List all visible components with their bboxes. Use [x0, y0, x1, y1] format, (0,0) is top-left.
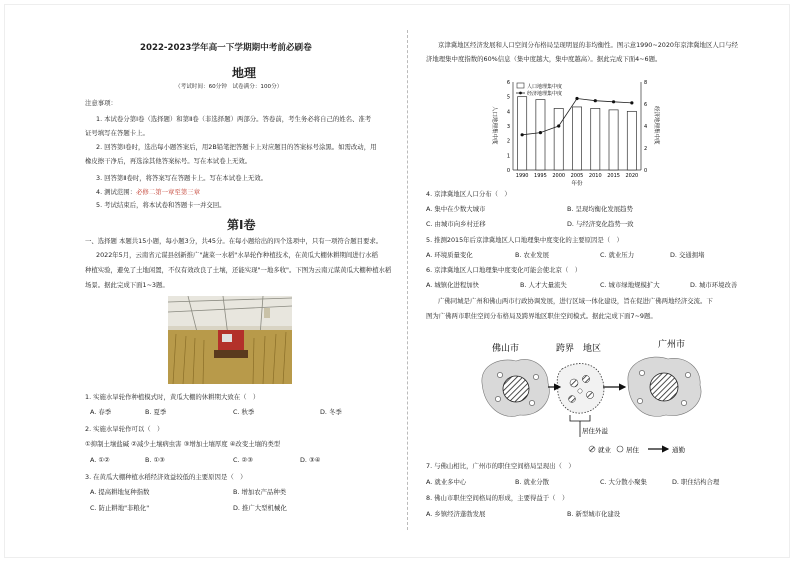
- option: C. 就业压力: [600, 251, 635, 259]
- option: B. ①③: [145, 456, 165, 464]
- option: B. 新型城市化建设: [567, 510, 621, 518]
- notice-line: 5. 考试结束后，将本试卷和答题卡一并交回。: [96, 201, 226, 209]
- cross-border-label: 跨界 地区: [556, 344, 602, 354]
- option: B. 呈现均衡化发展趋势: [567, 205, 633, 213]
- question-stem: 8. 佛山市职住空间格局的形成，主要得益于（ ）: [426, 494, 569, 502]
- y-tick-right: 0: [644, 168, 648, 174]
- line-point: [575, 97, 578, 100]
- question-sub: ①抑制土壤盐碱 ②减少土壤病虫害 ③增加土壤厚度 ④改变土壤的类型: [85, 440, 281, 448]
- question-stem: 1. 实施水旱轮作种植模式时，黄瓜大棚的休耕期大致在（ ）: [85, 393, 260, 401]
- legend-work-label: 就业: [598, 446, 611, 454]
- x-tick: 2020: [625, 173, 639, 179]
- y-tick-right: 6: [644, 102, 648, 108]
- x-tick: 1990: [515, 173, 529, 179]
- legend-bar-symbol: [517, 83, 524, 88]
- passage-line: 种植实验，避免了土地闲置，不仅有效改良了土壤，还能实现"一地多收"。下图为云南元谋黄瓜大棚种植水稻: [85, 266, 392, 274]
- legend-commute-label: 通勤: [672, 446, 685, 454]
- question-stem: 2. 实施水旱轮作可以（ ）: [85, 425, 164, 433]
- chart-xlabel: 年份: [571, 181, 583, 187]
- option: C. ②③: [233, 456, 253, 464]
- option: A. 春季: [90, 408, 112, 416]
- option: A. 就业多中心: [426, 478, 467, 486]
- question-stem: 7. 与佛山相比，广州市的职住空间格局呈现出（ ）: [426, 462, 575, 470]
- chart-ylabel-left: 人口地理集中度: [491, 106, 497, 145]
- question-stem: 5. 推测2015年后京津冀地区人口地理集中度变化的主要原因是（ ）: [426, 236, 623, 244]
- option: D. 城市环境改善: [690, 281, 738, 289]
- question-stem: 6. 京津冀地区人口地理集中度变化可能会使北京（ ）: [426, 266, 582, 274]
- option: D. ③④: [300, 456, 321, 464]
- option: A. 集中在少数大城市: [426, 205, 486, 213]
- section-title: 第Ⅰ卷: [227, 218, 256, 232]
- option: A. 环境质量变化: [426, 251, 473, 259]
- exam-title: 2022-2023学年高一下学期期中考前必刷卷: [140, 43, 312, 53]
- option: D. 推广大型机械化: [233, 504, 287, 512]
- y-tick-left: 3: [506, 124, 510, 130]
- bar: [609, 110, 618, 170]
- concentration-chart: [485, 72, 670, 188]
- question-stem: 3. 在黄瓜大棚种植水稻经济效益较低的主要原因是（ ）: [85, 473, 247, 481]
- bar: [591, 108, 600, 170]
- y-tick-left: 6: [506, 80, 510, 86]
- chart-legend: [516, 83, 562, 97]
- line-point: [612, 100, 615, 103]
- spillover-label: 居住外溢: [582, 427, 608, 435]
- passage-line: 广佛同城是广州和佛山两市行政协调发展，进行区域一体化建设，旨在促进广佛两地经济交流。下: [438, 297, 713, 305]
- notice-line: 橡皮擦干净后，再选涂其他答案标号。写在本试卷上无效。: [85, 157, 252, 165]
- y-tick-right: 2: [644, 146, 648, 152]
- y-tick-left: 0: [506, 168, 510, 174]
- passage-line: 济地理集中度指数的60%信息（集中度越大，集中度越高）。据此完成下面4~6题。: [426, 55, 662, 63]
- bar: [554, 108, 563, 170]
- option: C. 城市绿地规模扩大: [600, 281, 660, 289]
- legend-line-label: 经济地理集中度: [527, 91, 563, 97]
- guangzhou-work-core: [650, 373, 678, 401]
- notice-line: 2. 回答第Ⅰ卷时，选出每小题答案后，用2B铅笔把答题卡上对应题目的答案标号涂黑。如需改动，用: [96, 143, 377, 151]
- bar: [536, 100, 545, 170]
- option: B. 增加农产品种类: [233, 488, 287, 496]
- chart-ylabel-right: 经济地理集中度: [653, 106, 659, 145]
- line-point: [594, 99, 597, 102]
- option: A. 提高耕地复种指数: [90, 488, 150, 496]
- y-tick-left: 4: [506, 109, 510, 116]
- legend-live-symbol: [617, 446, 623, 452]
- exam-meta: （考试时间：60分钟 试卷满分：100分）: [175, 84, 283, 90]
- x-tick: 2015: [607, 173, 620, 179]
- question-stem: 4. 京津冀地区人口分布（ ）: [426, 190, 511, 198]
- y-tick-right: 8: [644, 80, 648, 86]
- x-tick: 2000: [552, 173, 566, 179]
- part-intro: 一、选择题 本题共15小题，每小题3分，共45分。在每小题给出的四个选项中，只有一项符合题目要求。: [85, 237, 383, 245]
- option: B. 农业发展: [515, 251, 550, 259]
- legend-work-symbol: [589, 446, 595, 452]
- passage-line: 场景。据此完成下面1~3题。: [85, 281, 169, 289]
- option: B. 人才大量流失: [520, 281, 567, 289]
- option: D. 与经济变化趋势一致: [567, 220, 634, 228]
- test-scope: 4. 测试范围：必修二第一章至第三章: [96, 188, 200, 196]
- option: C. 大分散小聚集: [600, 478, 647, 486]
- notice-line: 证号填写在答题卡上。: [85, 129, 149, 137]
- option: D. 职住结构合理: [672, 478, 720, 486]
- legend-bar-label: 人口地理集中度: [527, 84, 563, 90]
- option: A. 乡镇经济蓬勃发展: [426, 510, 486, 518]
- line-point: [539, 131, 542, 134]
- passage-line: 京津冀地区经济发展和人口空间分布格局呈现明显的非均衡性。图示意1990~2020年京津冀地区人口与经: [438, 41, 738, 49]
- cross-border-area: [557, 364, 604, 414]
- legend-line-point: [519, 92, 522, 95]
- passage-line: 2022年5月，云南省元谋县创新推广"蔬菜一水稻"水旱轮作种植技术，在黄瓜大棚休耕期间进行水稻: [96, 251, 378, 259]
- y-tick-left: 5: [506, 94, 510, 101]
- line-point: [521, 133, 524, 136]
- option: A. 城镇化进程加快: [426, 281, 480, 289]
- option: B. 就业分散: [515, 478, 550, 486]
- foshan-work-core: [503, 376, 529, 402]
- test-scope-value: 必修二第一章至第三章: [136, 188, 200, 196]
- line-point: [557, 124, 560, 127]
- legend-live-label: 居住: [626, 446, 639, 454]
- option: A. ①②: [90, 456, 110, 464]
- foshan-label: 佛山市: [492, 344, 520, 354]
- x-tick: 2010: [588, 173, 602, 179]
- line-point: [630, 101, 633, 104]
- commute-diagram: [470, 333, 730, 455]
- option: C. 秋季: [233, 408, 255, 416]
- option: D. 冬季: [320, 408, 342, 416]
- y-tick-right: 4: [644, 124, 648, 130]
- option: C. 防止耕地"非粮化": [90, 504, 150, 512]
- notice-heading: 注意事项：: [85, 99, 117, 107]
- option: D. 交通拥堵: [670, 251, 705, 259]
- subject-title: 地理: [232, 66, 257, 80]
- notice-line: 1. 本试卷分第Ⅰ卷（选择题）和第Ⅱ卷（非选择题）两部分。答卷前，考生务必将自己的姓名、准考: [96, 115, 372, 123]
- bar: [572, 107, 581, 170]
- option: B. 夏季: [145, 408, 167, 416]
- notice-line: 3. 回答第Ⅱ卷时，将答案写在答题卡上。写在本试卷上无效。: [96, 174, 268, 182]
- x-tick: 2005: [570, 173, 584, 179]
- bar: [627, 111, 636, 170]
- y-tick-left: 1: [506, 153, 510, 160]
- passage-line: 图为广佛两市职住空间分布格局及跨界地区职住空间模式。据此完成下面7~9题。: [426, 312, 657, 320]
- x-tick: 1995: [534, 173, 547, 179]
- guangzhou-label: 广州市: [658, 340, 686, 350]
- greenhouse-rice-photo: [168, 296, 292, 384]
- column-divider: [407, 30, 408, 530]
- y-tick-left: 2: [506, 138, 510, 145]
- option: C. 由城市向乡村迁移: [426, 220, 486, 228]
